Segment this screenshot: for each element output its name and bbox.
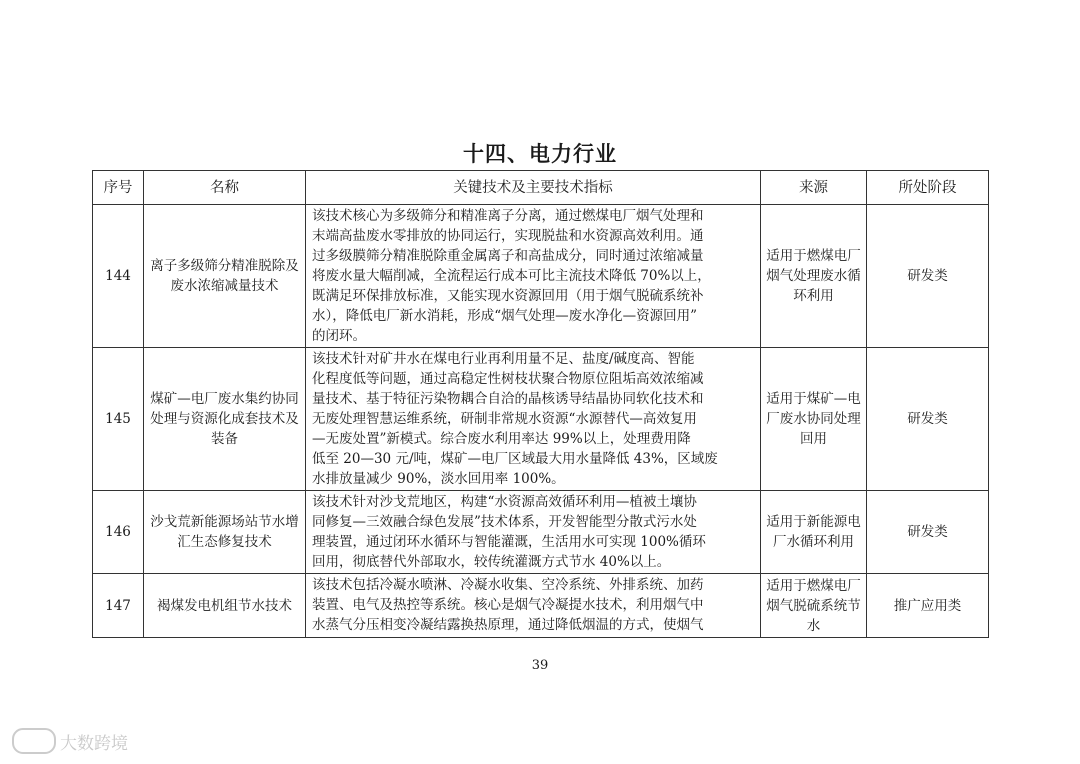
row-number: 146 xyxy=(93,491,144,574)
watermark-text: 大数跨境 xyxy=(60,733,128,754)
description-line: 量技术、基于特征污染物耦合自洽的晶核诱导结晶协同软化技术和 xyxy=(312,391,704,407)
technology-name: 褐煤发电机组节水技术 xyxy=(144,574,306,638)
watermark xyxy=(12,728,128,754)
section-title: 十四、电力行业 xyxy=(463,142,617,166)
header-no: 序号 xyxy=(93,171,144,205)
stage: 研发类 xyxy=(867,348,989,491)
description-line: 回用，彻底替代外部取水，较传统灌溉方式节水 40%以上。 xyxy=(312,554,671,570)
technology-description xyxy=(306,205,761,348)
table-row xyxy=(93,205,989,348)
description-line: 水蒸气分压相变冷凝结露换热原理，通过降低烟温的方式，使烟气 xyxy=(312,617,704,633)
description-line: 同修复—三效融合绿色发展”技术体系，开发智能型分散式污水处 xyxy=(312,514,697,530)
description-line: 将废水量大幅削减，全流程运行成本可比主流技术降低 70%以上， xyxy=(312,268,711,284)
source: 适用于燃煤电厂烟气脱硫系统节水 xyxy=(761,574,867,638)
source: 适用于煤矿—电厂废水协同处理回用 xyxy=(761,348,867,491)
stage: 推广应用类 xyxy=(867,574,989,638)
table-row xyxy=(93,348,989,491)
row-number: 145 xyxy=(93,348,144,491)
header-stage: 所处阶段 xyxy=(867,171,989,205)
description-line: 理装置，通过闭环水循环与智能灌溉，生活用水可实现 100%循环 xyxy=(312,534,706,550)
description-line: —无废处置”新模式。综合废水利用率达 99%以上，处理费用降 xyxy=(312,431,691,447)
description-line: 装置、电气及热控等系统。核心是烟气冷凝提水技术，利用烟气中 xyxy=(312,597,704,613)
watermark-logo-icon xyxy=(12,728,56,754)
stage: 研发类 xyxy=(867,491,989,574)
description-line: 该技术针对沙戈荒地区，构建“水资源高效循环利用—植被土壤协 xyxy=(312,494,697,510)
header-name: 名称 xyxy=(144,171,306,205)
stage: 研发类 xyxy=(867,205,989,348)
table-header-row xyxy=(93,171,989,205)
row-number: 147 xyxy=(93,574,144,638)
source: 适用于燃煤电厂烟气处理废水循环利用 xyxy=(761,205,867,348)
technology-description xyxy=(306,574,761,638)
description-line: 末端高盐废水零排放的协同运行，实现脱盐和水资源高效利用。通 xyxy=(312,228,704,244)
description-line: 过多级膜筛分精准脱除重金属离子和高盐成分，同时通过浓缩减量 xyxy=(312,248,704,264)
technology-description xyxy=(306,348,761,491)
description-line: 的闭环。 xyxy=(312,328,366,344)
header-tech: 关键技术及主要技术指标 xyxy=(306,171,761,205)
source: 适用于新能源电厂水循环利用 xyxy=(761,491,867,574)
description-line: 低至 20—30 元/吨，煤矿—电厂区域最大用水量降低 43%，区域废 xyxy=(312,451,718,467)
table-row xyxy=(93,574,989,638)
technology-name: 煤矿—电厂废水集约协同处理与资源化成套技术及装备 xyxy=(144,348,306,491)
description-line: 该技术包括冷凝水喷淋、冷凝水收集、空冷系统、外排系统、加药 xyxy=(312,577,704,593)
technology-table xyxy=(92,170,989,638)
description-line: 该技术针对矿井水在煤电行业再利用量不足、盐度/碱度高、智能 xyxy=(312,351,695,367)
technology-description xyxy=(306,491,761,574)
table-row xyxy=(93,491,989,574)
description-line: 水排放量减少 90%，淡水回用率 100%。 xyxy=(312,471,565,487)
technology-name: 沙戈荒新能源场站节水增汇生态修复技术 xyxy=(144,491,306,574)
page-number: 39 xyxy=(531,658,549,673)
description-line: 无废处理智慧运维系统，研制非常规水资源“水源替代—高效复用 xyxy=(312,411,697,427)
header-source: 来源 xyxy=(761,171,867,205)
description-line: 该技术核心为多级筛分和精准离子分离，通过燃煤电厂烟气处理和 xyxy=(312,208,704,224)
description-line: 既满足环保排放标准，又能实现水资源回用（用于烟气脱硫系统补 xyxy=(312,288,704,304)
technology-name: 离子多级筛分精准脱除及废水浓缩减量技术 xyxy=(144,205,306,348)
row-number: 144 xyxy=(93,205,144,348)
description-line: 化程度低等问题，通过高稳定性树枝状聚合物原位阻垢高效浓缩减 xyxy=(312,371,704,387)
description-line: 水），降低电厂新水消耗，形成“烟气处理—废水净化—资源回用” xyxy=(312,308,698,324)
